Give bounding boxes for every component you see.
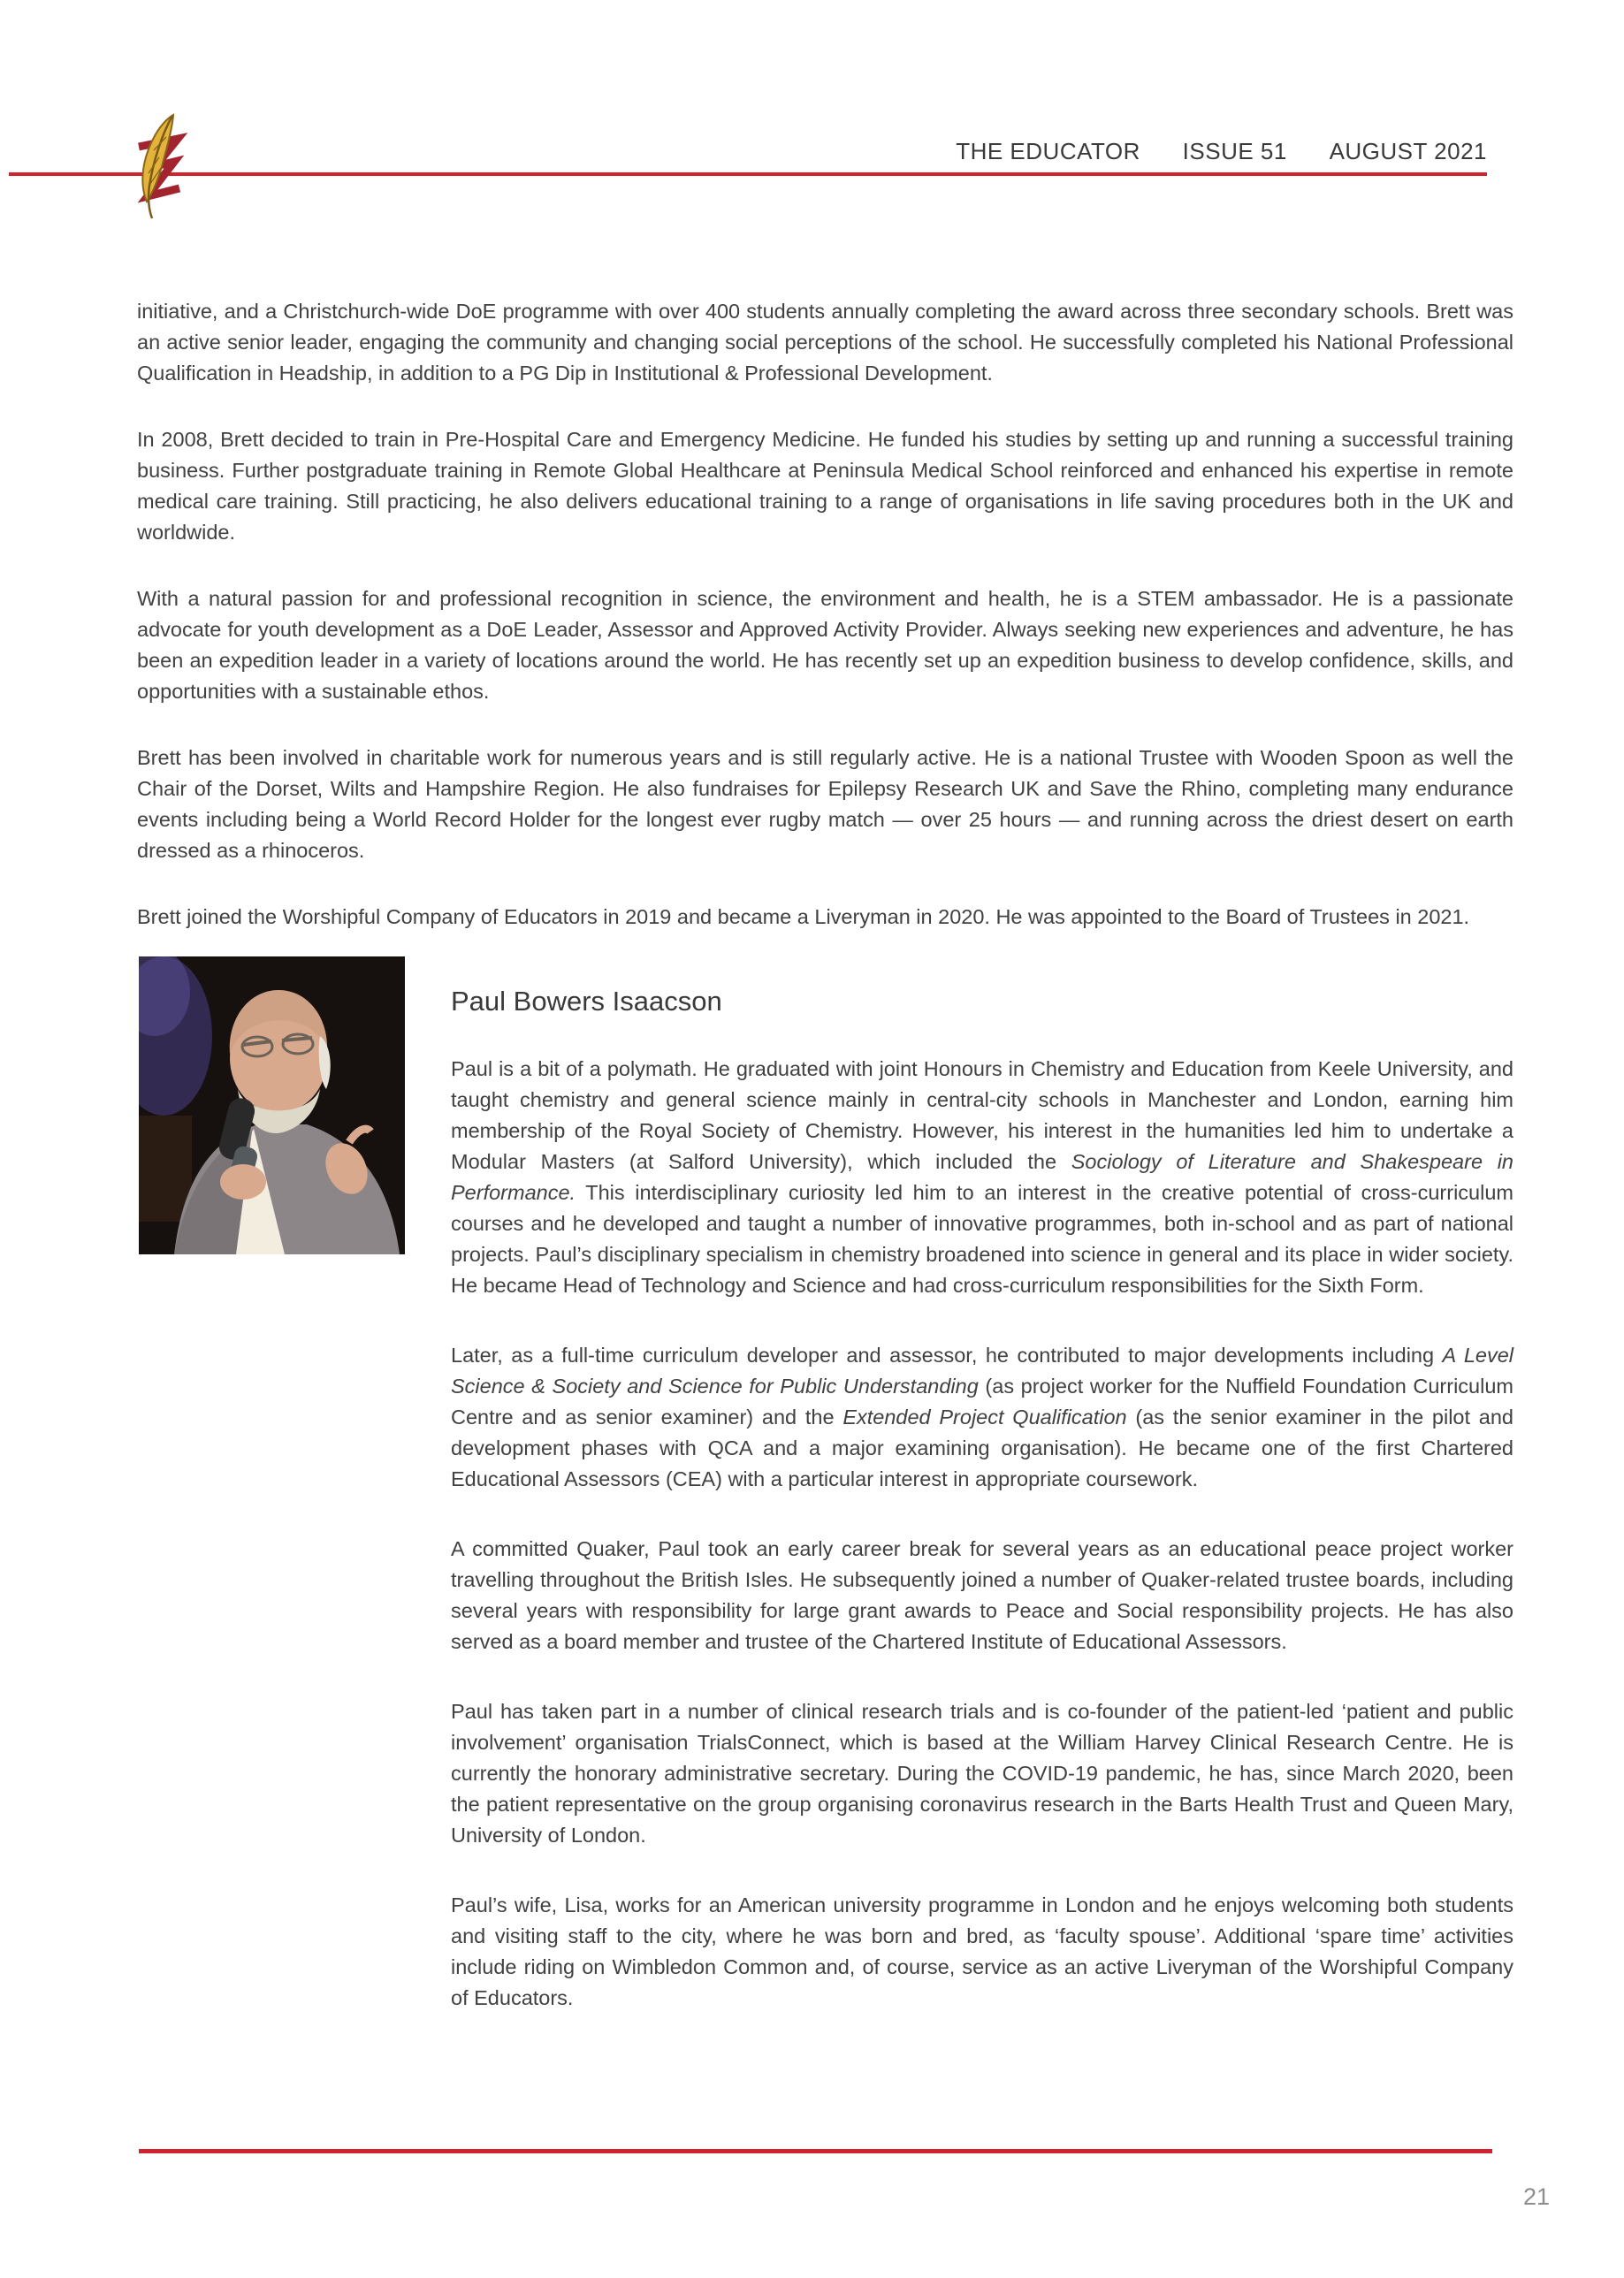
paragraph: With a natural passion for and professional recognition in science, the environment and health, he is a STEM ambassador. He is a passionate advocate for youth development as a DoE Leader, Assessor and Approved Activity Provider. Always seeking new experiences and adventure, he has been an expedition leader in a variety of locations around the world. He has recently set up an expedition business to develop confidence, skills, and opportunities with a sustainable ethos. (137, 587, 1513, 703)
paragraph: A committed Quaker, Paul took an early career break for several years as an educational peace project worker travelling throughout the British Isles. He subsequently joined a number of Quaker-related trustee boards, including several years with responsibility for large grant awards to Peace and Social responsibility projects. He has also served as a board member and trustee of the Chartered Institute of Educational Assessors. (451, 1537, 1513, 1654)
publication-title: THE EDUCATOR (956, 138, 1140, 164)
paragraph: Later, as a full-time curriculum developer and assessor, he contributed to major developments including A Level Science & Society and Science for Public Understanding (as project worker for the Nuffield Foundation Curriculum Centre and as senior examiner) and the Extended Project Qualification (as the senior examiner in the pilot and development phases with QCA and a major examining organisation). He became one of the first Chartered Educational Assessors (CEA) with a particular interest in appropriate coursework. (451, 1344, 1514, 1491)
header-rule (9, 172, 1487, 176)
paragraph: Brett has been involved in charitable work for numerous years and is still regularly active. He is a national Trustee with Wooden Spoon as well the Chair of the Dorset, Wilts and Hampshire Region. He also fundraises for Epilepsy Research UK and Save the Rhino, completing many endurance events including being a World Record Holder for the longest ever rugby match — over 25 hours — and running across the driest desert on earth dressed as a rhinoceros. (137, 746, 1513, 862)
paragraph: Paul is a bit of a polymath. He graduated with joint Honours in Chemistry and Education from Keele University, and taught chemistry and general science mainly in central-city schools in Manchester and London, earning him membership of the Royal Society of Chemistry. However, his interest in the humanities led him to undertake a Modular Masters (at Salford University), which included the Sociology of Literature and Shakespeare in Performance. This interdisciplinary curiosity led him to an interest in the creative potential of cross-curriculum courses and he developed and taught a number of innovative programmes, both in-school and as part of national projects. Paul’s disciplinary specialism in chemistry broadened into science in general and its place in wider society. He became Head of Technology and Science and had cross-curriculum responsibilities for the Sixth Form. (451, 1057, 1514, 1298)
running-header (956, 138, 1487, 165)
page-number: 21 (1522, 2183, 1550, 2210)
photo-paul-bowers-isaacson (139, 956, 405, 1254)
issue-number: ISSUE 51 (1182, 138, 1287, 164)
photo-left-hand (220, 1164, 266, 1200)
educators-company-logo-icon (126, 111, 195, 225)
paul-biography-text (451, 962, 1513, 2053)
section-heading: Paul Bowers Isaacson (451, 986, 722, 1017)
paragraph: Paul has taken part in a number of clinical research trials and is co-founder of the patient-led ‘patient and public involvement’ organisation TrialsConnect, which is based at the William Harvey Clinical Research Centre. He is currently the honorary administrative secretary. During the COVID-19 pandemic, he has, since March 2020, been the patient representative on the group organising coronavirus research in the Barts Health Trust and Queen Mary, University of London. (451, 1700, 1513, 1848)
photo-brick-wall (139, 1116, 192, 1222)
issue-date: AUGUST 2021 (1329, 138, 1487, 164)
paragraph: In 2008, Brett decided to train in Pre-Hospital Care and Emergency Medicine. He funded his studies by setting up and running a successful training business. Further postgraduate training in Remote Global Healthcare at Peninsula Medical School reinforced and enhanced his expertise in remote medical care training. Still practicing, he also delivers educational training to a range of organisations in life saving procedures both in the UK and worldwide. (137, 428, 1513, 544)
paragraph: initiative, and a Christchurch-wide DoE programme with over 400 students annually completing the award across three secondary schools. Brett was an active senior leader, engaging the community and changing social perceptions of the school. He successfully completed his National Professional Qualification in Headship, in addition to a PG Dip in Institutional & Professional Development. (137, 300, 1513, 385)
footer-rule (139, 2149, 1492, 2153)
paragraph: Brett joined the Worshipful Company of Educators in 2019 and became a Liveryman in 2020. He was appointed to the Board of Trustees in 2021. (137, 905, 1470, 928)
paragraph: Paul’s wife, Lisa, works for an American university programme in London and he enjoys welcoming both students and visiting staff to the city, where he was born and bred, as ‘faculty spouse’. Additional ‘spare time’ activities include riding on Wimbledon Common and, of course, service as an active Liveryman of the Worshipful Company of Educators. (451, 1893, 1513, 2010)
brett-biography-text (137, 296, 1513, 968)
